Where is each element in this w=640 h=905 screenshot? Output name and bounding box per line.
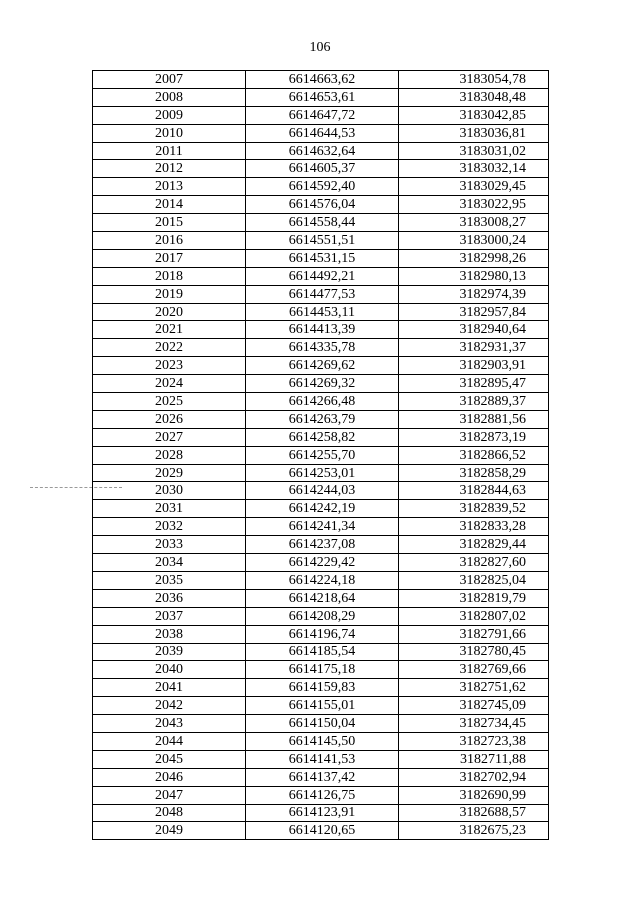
- y-coordinate-cell: 3182873,19: [399, 428, 549, 446]
- y-coordinate-cell: 3182769,66: [399, 661, 549, 679]
- table-row: [93, 410, 549, 428]
- y-coordinate-cell: 3182866,52: [399, 446, 549, 464]
- point-number-cell: 2022: [93, 339, 246, 357]
- x-coordinate-cell: 6614218,64: [246, 589, 399, 607]
- table-row: [93, 339, 549, 357]
- point-number-cell: 2009: [93, 106, 246, 124]
- x-coordinate-cell: 6614647,72: [246, 106, 399, 124]
- x-coordinate-cell: 6614258,82: [246, 428, 399, 446]
- point-number-cell: 2046: [93, 768, 246, 786]
- x-coordinate-cell: 6614644,53: [246, 124, 399, 142]
- table-row: [93, 679, 549, 697]
- y-coordinate-cell: 3183008,27: [399, 214, 549, 232]
- table-row: [93, 160, 549, 178]
- y-coordinate-cell: 3182839,52: [399, 500, 549, 518]
- x-coordinate-cell: 6614185,54: [246, 643, 399, 661]
- x-coordinate-cell: 6614175,18: [246, 661, 399, 679]
- y-coordinate-cell: 3182807,02: [399, 607, 549, 625]
- point-number-cell: 2048: [93, 804, 246, 822]
- point-number-cell: 2029: [93, 464, 246, 482]
- table-row: [93, 285, 549, 303]
- x-coordinate-cell: 6614244,03: [246, 482, 399, 500]
- table-row: [93, 715, 549, 733]
- x-coordinate-cell: 6614155,01: [246, 697, 399, 715]
- y-coordinate-cell: 3182940,64: [399, 321, 549, 339]
- y-coordinate-cell: 3183048,48: [399, 88, 549, 106]
- point-number-cell: 2012: [93, 160, 246, 178]
- x-coordinate-cell: 6614126,75: [246, 786, 399, 804]
- y-coordinate-cell: 3183022,95: [399, 196, 549, 214]
- point-number-cell: 2011: [93, 142, 246, 160]
- table-row: [93, 106, 549, 124]
- table-row: [93, 750, 549, 768]
- y-coordinate-cell: 3182829,44: [399, 536, 549, 554]
- x-coordinate-cell: 6614150,04: [246, 715, 399, 733]
- x-coordinate-cell: 6614335,78: [246, 339, 399, 357]
- x-coordinate-cell: 6614558,44: [246, 214, 399, 232]
- coordinates-table-body: [93, 71, 549, 840]
- point-number-cell: 2019: [93, 285, 246, 303]
- x-coordinate-cell: 6614237,08: [246, 536, 399, 554]
- point-number-cell: 2021: [93, 321, 246, 339]
- table-row: [93, 643, 549, 661]
- x-coordinate-cell: 6614229,42: [246, 554, 399, 572]
- point-number-cell: 2026: [93, 410, 246, 428]
- y-coordinate-cell: 3182702,94: [399, 768, 549, 786]
- x-coordinate-cell: 6614632,64: [246, 142, 399, 160]
- table-row: [93, 786, 549, 804]
- x-coordinate-cell: 6614255,70: [246, 446, 399, 464]
- y-coordinate-cell: 3182723,38: [399, 732, 549, 750]
- point-number-cell: 2034: [93, 554, 246, 572]
- table-row: [93, 88, 549, 106]
- point-number-cell: 2032: [93, 518, 246, 536]
- x-coordinate-cell: 6614141,53: [246, 750, 399, 768]
- table-row: [93, 249, 549, 267]
- y-coordinate-cell: 3183036,81: [399, 124, 549, 142]
- point-number-cell: 2041: [93, 679, 246, 697]
- x-coordinate-cell: 6614576,04: [246, 196, 399, 214]
- table-row: [93, 428, 549, 446]
- point-number-cell: 2014: [93, 196, 246, 214]
- table-row: [93, 303, 549, 321]
- table-row: [93, 446, 549, 464]
- point-number-cell: 2037: [93, 607, 246, 625]
- table-row: [93, 500, 549, 518]
- table-row: [93, 196, 549, 214]
- point-number-cell: 2030: [93, 482, 246, 500]
- page-number: 106: [309, 40, 331, 55]
- point-number-cell: 2038: [93, 625, 246, 643]
- y-coordinate-cell: 3183042,85: [399, 106, 549, 124]
- point-number-cell: 2024: [93, 375, 246, 393]
- y-coordinate-cell: 3182745,09: [399, 697, 549, 715]
- point-number-cell: 2013: [93, 178, 246, 196]
- y-coordinate-cell: 3182688,57: [399, 804, 549, 822]
- x-coordinate-cell: 6614120,65: [246, 822, 399, 840]
- point-number-cell: 2040: [93, 661, 246, 679]
- point-number-cell: 2033: [93, 536, 246, 554]
- table-row: [93, 142, 549, 160]
- x-coordinate-cell: 6614413,39: [246, 321, 399, 339]
- y-coordinate-cell: 3183032,14: [399, 160, 549, 178]
- point-number-cell: 2025: [93, 393, 246, 411]
- y-coordinate-cell: 3182998,26: [399, 249, 549, 267]
- point-number-cell: 2016: [93, 232, 246, 250]
- table-row: [93, 661, 549, 679]
- x-coordinate-cell: 6614123,91: [246, 804, 399, 822]
- table-row: [93, 822, 549, 840]
- y-coordinate-cell: 3182825,04: [399, 571, 549, 589]
- y-coordinate-cell: 3182791,66: [399, 625, 549, 643]
- table-row: [93, 697, 549, 715]
- x-coordinate-cell: 6614269,62: [246, 357, 399, 375]
- table-row: [93, 554, 549, 572]
- y-coordinate-cell: 3182881,56: [399, 410, 549, 428]
- y-coordinate-cell: 3183029,45: [399, 178, 549, 196]
- point-number-cell: 2044: [93, 732, 246, 750]
- point-number-cell: 2018: [93, 267, 246, 285]
- y-coordinate-cell: 3182734,45: [399, 715, 549, 733]
- point-number-cell: 2017: [93, 249, 246, 267]
- point-number-cell: 2020: [93, 303, 246, 321]
- y-coordinate-cell: 3182844,63: [399, 482, 549, 500]
- y-coordinate-cell: 3182957,84: [399, 303, 549, 321]
- x-coordinate-cell: 6614253,01: [246, 464, 399, 482]
- y-coordinate-cell: 3182903,91: [399, 357, 549, 375]
- y-coordinate-cell: 3182690,99: [399, 786, 549, 804]
- table-row: [93, 464, 549, 482]
- y-coordinate-cell: 3183031,02: [399, 142, 549, 160]
- x-coordinate-cell: 6614492,21: [246, 267, 399, 285]
- table-row: [93, 232, 549, 250]
- x-coordinate-cell: 6614242,19: [246, 500, 399, 518]
- y-coordinate-cell: 3183000,24: [399, 232, 549, 250]
- x-coordinate-cell: 6614663,62: [246, 71, 399, 89]
- point-number-cell: 2039: [93, 643, 246, 661]
- y-coordinate-cell: 3183054,78: [399, 71, 549, 89]
- x-coordinate-cell: 6614196,74: [246, 625, 399, 643]
- y-coordinate-cell: 3182833,28: [399, 518, 549, 536]
- x-coordinate-cell: 6614145,50: [246, 732, 399, 750]
- point-number-cell: 2042: [93, 697, 246, 715]
- point-number-cell: 2035: [93, 571, 246, 589]
- table-row: [93, 732, 549, 750]
- point-number-cell: 2028: [93, 446, 246, 464]
- x-coordinate-cell: 6614653,61: [246, 88, 399, 106]
- point-number-cell: 2015: [93, 214, 246, 232]
- x-coordinate-cell: 6614605,37: [246, 160, 399, 178]
- table-row: [93, 768, 549, 786]
- point-number-cell: 2027: [93, 428, 246, 446]
- x-coordinate-cell: 6614453,11: [246, 303, 399, 321]
- table-row: [93, 321, 549, 339]
- x-coordinate-cell: 6614531,15: [246, 249, 399, 267]
- point-number-cell: 2043: [93, 715, 246, 733]
- table-row: [93, 625, 549, 643]
- point-number-cell: 2045: [93, 750, 246, 768]
- x-coordinate-cell: 6614208,29: [246, 607, 399, 625]
- table-row: [93, 178, 549, 196]
- table-row: [93, 393, 549, 411]
- coordinates-table: [92, 70, 549, 840]
- table-row: [93, 214, 549, 232]
- y-coordinate-cell: 3182751,62: [399, 679, 549, 697]
- x-coordinate-cell: 6614224,18: [246, 571, 399, 589]
- table-row: [93, 571, 549, 589]
- y-coordinate-cell: 3182819,79: [399, 589, 549, 607]
- table-row: [93, 804, 549, 822]
- table-row: [93, 482, 549, 500]
- x-coordinate-cell: 6614266,48: [246, 393, 399, 411]
- x-coordinate-cell: 6614159,83: [246, 679, 399, 697]
- x-coordinate-cell: 6614551,51: [246, 232, 399, 250]
- table-row: [93, 357, 549, 375]
- point-number-cell: 2047: [93, 786, 246, 804]
- point-number-cell: 2010: [93, 124, 246, 142]
- y-coordinate-cell: 3182858,29: [399, 464, 549, 482]
- point-number-cell: 2049: [93, 822, 246, 840]
- table-row: [93, 375, 549, 393]
- table-row: [93, 536, 549, 554]
- y-coordinate-cell: 3182889,37: [399, 393, 549, 411]
- table-row: [93, 71, 549, 89]
- point-number-cell: 2036: [93, 589, 246, 607]
- point-number-cell: 2008: [93, 88, 246, 106]
- y-coordinate-cell: 3182980,13: [399, 267, 549, 285]
- y-coordinate-cell: 3182895,47: [399, 375, 549, 393]
- table-row: [93, 607, 549, 625]
- point-number-cell: 2023: [93, 357, 246, 375]
- point-number-cell: 2007: [93, 71, 246, 89]
- y-coordinate-cell: 3182780,45: [399, 643, 549, 661]
- y-coordinate-cell: 3182974,39: [399, 285, 549, 303]
- point-number-cell: 2031: [93, 500, 246, 518]
- table-row: [93, 267, 549, 285]
- x-coordinate-cell: 6614241,34: [246, 518, 399, 536]
- x-coordinate-cell: 6614477,53: [246, 285, 399, 303]
- x-coordinate-cell: 6614137,42: [246, 768, 399, 786]
- x-coordinate-cell: 6614269,32: [246, 375, 399, 393]
- table-row: [93, 518, 549, 536]
- y-coordinate-cell: 3182827,60: [399, 554, 549, 572]
- y-coordinate-cell: 3182931,37: [399, 339, 549, 357]
- x-coordinate-cell: 6614263,79: [246, 410, 399, 428]
- x-coordinate-cell: 6614592,40: [246, 178, 399, 196]
- table-row: [93, 124, 549, 142]
- table-row: [93, 589, 549, 607]
- y-coordinate-cell: 3182675,23: [399, 822, 549, 840]
- y-coordinate-cell: 3182711,88: [399, 750, 549, 768]
